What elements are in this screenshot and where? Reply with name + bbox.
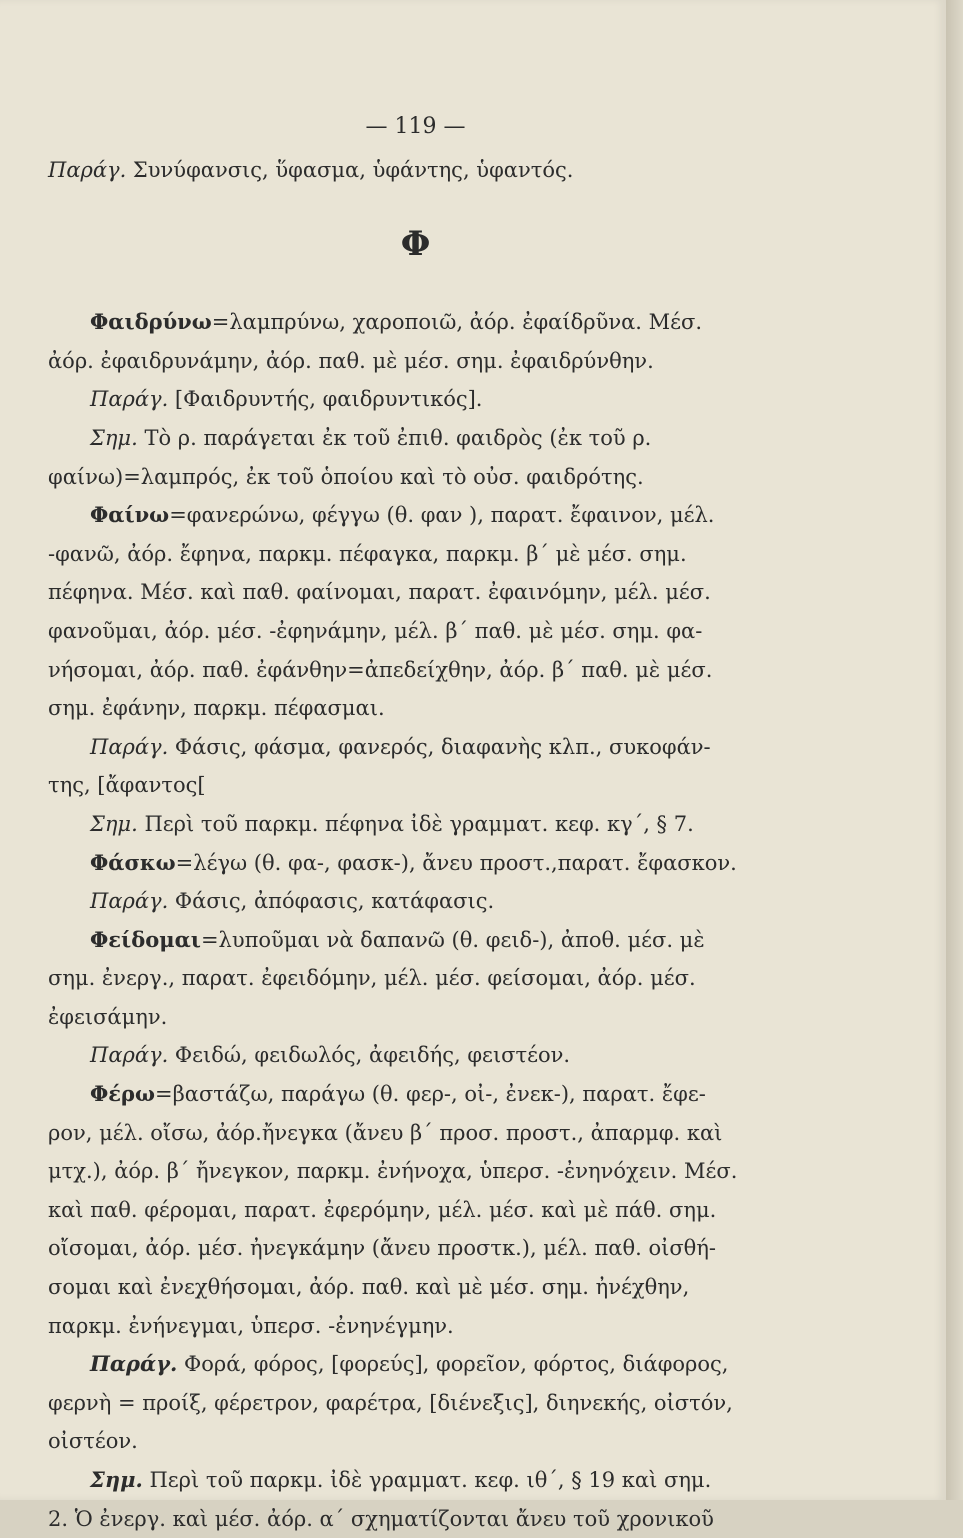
line-text: σημ. ἐφάνην, παρκμ. πέφασμαι. <box>48 696 385 721</box>
line-text: ἀόρ. ἐφαιδρυνάμην, ἀόρ. παθ. μὲ μέσ. σημ. ἐφαιδρύνθην. <box>48 348 654 373</box>
line-text: μτχ.), ἀόρ. β΄ ἤνεγκον, παρκμ. ἐνήνοχα, ὑπερσ. -ἐνηνόχειν. Μέσ. <box>48 1159 738 1184</box>
dictionary-entries <box>48 303 783 1538</box>
line-text: Φάσις, ἀπόφασις, κατάφασις. <box>168 889 495 914</box>
line-text: ρον, μέλ. οἴσω, ἀόρ.ἤνεγκα (ἄνευ β΄ προσ. προστ., ἀπαρμφ. καὶ <box>48 1120 723 1145</box>
text-line <box>48 535 783 574</box>
line-text: φερνὴ = προίξ, φέρετρον, φαρέτρα, [διένεξις], διηνεκής, οἰστόν, <box>48 1390 733 1415</box>
text-line <box>48 1036 783 1075</box>
line-text: πέφηνα. Μέσ. καὶ παθ. φαίνομαι, παρατ. ἐφαινόμην, μέλ. μέσ. <box>48 580 711 605</box>
page-body <box>48 108 783 1538</box>
text-line <box>48 1229 783 1268</box>
line-text: παρκμ. ἐνήνεγμαι, ὑπερσ. -ἐνηνέγμην. <box>48 1313 454 1338</box>
text-line <box>48 689 783 728</box>
line-text: =λέγω (θ. φα-, φασκ-), ἄνευ προστ.,παρατ. ἔφασκον. <box>175 850 737 875</box>
page-edge <box>946 0 963 1500</box>
text-line <box>48 651 783 690</box>
section-label: Σημ. <box>90 1467 143 1492</box>
text-line <box>48 766 783 805</box>
text-line <box>48 380 783 419</box>
text-line <box>48 1152 783 1191</box>
section-letter: Φ <box>400 224 431 265</box>
text-line <box>48 303 783 342</box>
text-line <box>48 805 783 844</box>
text-line <box>48 1307 783 1346</box>
text-line <box>48 496 783 535</box>
headword: Φαιδρύνω <box>90 309 212 335</box>
line-text: =λαμπρύνω, χαροποιῶ, ἀόρ. ἐφαίδρῦνα. Μέσ. <box>211 310 703 335</box>
line-text: =λυποῦμαι νὰ δαπανῶ (θ. φειδ-), ἀποθ. μέσ. μὲ <box>200 927 705 952</box>
text-line <box>48 921 783 960</box>
line-text: σομαι καὶ ἐνεχθήσομαι, ἀόρ. παθ. καὶ μὲ μέσ. σημ. ἠνέχθην, <box>48 1275 690 1300</box>
line-text: της, [ἄφαντος[ <box>48 773 206 798</box>
line-text: σημ. ἐνεργ., παρατ. ἐφειδόμην, μέλ. μέσ. φείσομαι, ἀόρ. μέσ. <box>48 966 696 991</box>
page-number: — 119 — <box>365 114 466 139</box>
intro-label: Παράγ. <box>48 157 127 182</box>
text-line <box>48 998 783 1037</box>
text-line <box>48 419 783 458</box>
text-line <box>48 844 783 883</box>
line-text: Περὶ τοῦ παρκμ. ἰδὲ γραμματ. κεφ. ιθ΄, § 19 καὶ σημ. <box>142 1468 712 1492</box>
line-text: Περὶ τοῦ παρκμ. πέφηνα ἰδὲ γραμματ. κεφ. κγ΄, § 7. <box>137 811 694 836</box>
line-text: -φανῶ, ἀόρ. ἔφηνα, παρκμ. πέφαγκα, παρκμ. β΄ μὲ μέσ. σημ. <box>48 541 687 566</box>
line-text: ἐφεισάμην. <box>48 1004 168 1029</box>
line-text: Φειδώ, φειδωλός, ἀφειδής, φειστέον. <box>168 1043 571 1068</box>
text-line <box>48 882 783 921</box>
line-text: καὶ παθ. φέρομαι, παρατ. ἐφερόμην, μέλ. μέσ. καὶ μὲ πάθ. σημ. <box>48 1197 717 1222</box>
text-line <box>48 1114 783 1153</box>
line-text: =βαστάζω, παράγω (θ. φερ-, οἰ-, ἐνεκ-), παρατ. ἔφε- <box>155 1082 706 1107</box>
text-line <box>48 1075 783 1114</box>
section-label: Παράγ. <box>90 1351 178 1377</box>
text-line <box>48 342 783 381</box>
text-line <box>48 959 783 998</box>
intro-text: Συνύφανσις, ὕφασμα, ὑφάντης, ὑφαντός. <box>126 157 574 182</box>
text-line <box>48 573 783 612</box>
headword: Φείδομαι <box>90 926 201 952</box>
line-text: νήσομαι, ἀόρ. παθ. ἐφάνθην=ἀπεδείχθην, ἀόρ. β΄ παθ. μὲ μέσ. <box>48 657 713 682</box>
line-text: οἰστέον. <box>48 1429 138 1454</box>
section-label: Παράγ. <box>90 387 169 412</box>
text-line <box>48 1461 783 1500</box>
text-line <box>48 1345 783 1384</box>
text-line <box>48 1268 783 1307</box>
line-text: Τὸ ρ. παράγεται ἐκ τοῦ ἐπιθ. φαιδρὸς (ἐκ τοῦ ρ. <box>137 425 652 450</box>
line-text: φανοῦμαι, ἀόρ. μέσ. -ἐφηνάμην, μέλ. β΄ παθ. μὲ μέσ. σημ. φα- <box>48 618 703 643</box>
line-text: Φορά, φόρος, [φορεύς], φορεῖον, φόρτος, διάφορος, <box>177 1352 729 1377</box>
section-label: Παράγ. <box>90 1043 169 1068</box>
headword: Φάσκω <box>90 849 176 875</box>
text-line <box>48 1191 783 1230</box>
line-text: =φανερώνω, φέγγω (θ. φαν ), παρατ. ἔφαινον, μέλ. <box>169 503 715 528</box>
section-label: Σημ. <box>90 811 138 836</box>
text-line <box>48 728 783 767</box>
section-label: Παράγ. <box>90 889 169 914</box>
line-text: [Φαιδρυντής, φαιδρυντικός]. <box>168 387 483 412</box>
section-label: Παράγ. <box>90 734 169 759</box>
line-text: οἴσομαι, ἀόρ. μέσ. ἠνεγκάμην (ἄνευ προστκ.), μέλ. παθ. οἰσθή- <box>48 1236 717 1261</box>
text-line <box>48 1422 783 1461</box>
headword: Φαίνω <box>90 502 170 528</box>
text-line <box>48 1384 783 1423</box>
line-text: Φάσις, φάσμα, φανερός, διαφανὴς κλπ., συκοφάν- <box>168 734 711 759</box>
text-line <box>48 612 783 651</box>
text-line <box>48 1500 783 1538</box>
section-label: Σημ. <box>90 425 138 450</box>
intro-line <box>48 151 783 190</box>
line-text: 2. Ὁ ἐνεργ. καὶ μέσ. ἀόρ. α΄ σχηματίζονται ἄνευ τοῦ χρονικοῦ <box>48 1506 714 1531</box>
headword: Φέρω <box>90 1081 156 1107</box>
line-text: φαίνω)=λαμπρός, ἐκ τοῦ ὁποίου καὶ τὸ οὐσ. φαιδρότης. <box>48 464 644 489</box>
text-line <box>48 458 783 497</box>
